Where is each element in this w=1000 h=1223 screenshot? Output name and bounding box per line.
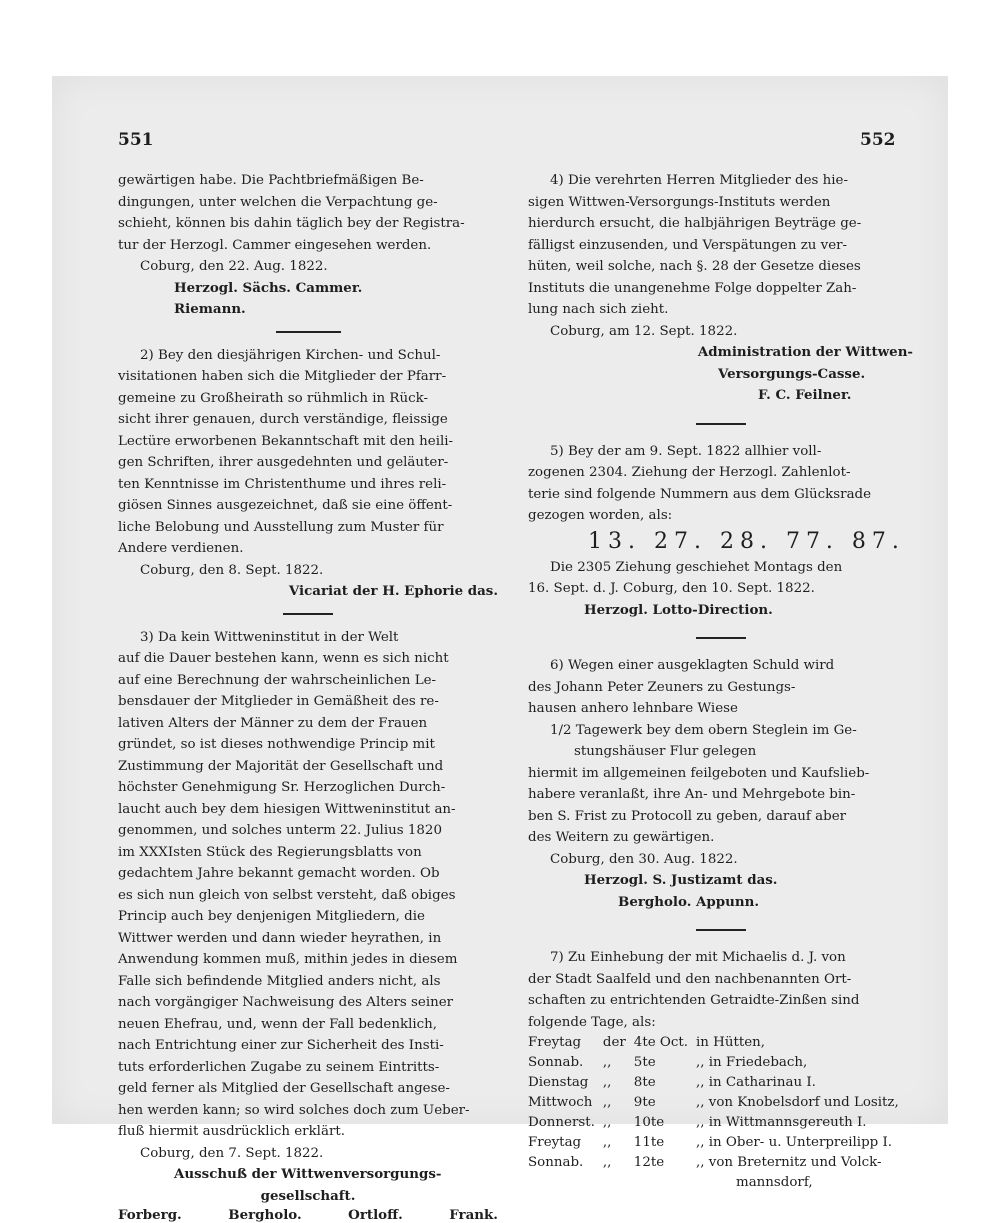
left-column [118,170,498,1223]
text-line: 6) Wegen einer ausgeklagten Schuld wird [528,655,913,677]
table-cell: mannsdorf, [696,1173,907,1193]
text-line: Lectüre erworbenen Bekanntschaft mit den heili- [118,431,498,453]
divider [696,637,746,639]
text-line: 16. Sept. d. J. Coburg, den 10. Sept. 1822. [528,578,913,600]
text-line: lung nach sich zieht. [528,299,913,321]
text-line: tur der Herzogl. Cammer eingesehen werden. [118,235,498,257]
text-line: des Johann Peter Zeuners zu Gestungs- [528,677,913,699]
text-line: schieht, können bis dahin täglich bey der Registra- [118,213,498,235]
table-cell: Sonnab. [528,1053,603,1073]
notice-2 [118,345,498,603]
table-cell: ,, von Breternitz und Volck- [696,1153,907,1173]
text-line: habere veranlaßt, ihre An- und Mehrgebote bin- [528,784,913,806]
text-line: nach Entrichtung einer zur Sicherheit des Insti- [118,1035,498,1057]
table-cell: 10te [634,1113,696,1133]
signature: Herzogl. Lotto-Direction. [528,600,913,622]
text-line: fälligst einzusenden, und Verspätungen zu ver- [528,235,913,257]
text-line: hiermit im allgemeinen feilgeboten und Kaufslieb- [528,763,913,785]
table-row [528,1133,907,1153]
table-row [528,1093,907,1113]
signature: gesellschaft. [118,1186,498,1208]
text-line: auf die Dauer bestehen kann, wenn es sich nicht [118,648,498,670]
text-line: 1/2 Tagewerk bey dem obern Steglein im Ge- [528,720,913,742]
signature: Herzogl. S. Justizamt das. [528,870,913,892]
text-line: gedachtem Jahre bekannt gemacht worden. Ob [118,863,498,885]
text-line: laucht auch bey dem hiesigen Wittweninstitut an- [118,799,498,821]
text-line: höchster Genehmigung Sr. Herzoglichen Durch- [118,777,498,799]
text-line: stungshäuser Flur gelegen [528,741,913,763]
dateline: Coburg, den 22. Aug. 1822. [118,256,498,278]
table-cell: 11te [634,1133,696,1153]
divider [696,929,746,931]
table-cell: 9te [634,1093,696,1113]
notice-5 [528,441,913,622]
text-line: genommen, und solches unterm 22. Julius 1820 [118,820,498,842]
text-line: des Weitern zu gewärtigen. [528,827,913,849]
page-number-left: 551 [118,130,154,150]
text-line: visitationen haben sich die Mitglieder der Pfarr- [118,366,498,388]
text-line: 7) Zu Einhebung der mit Michaelis d. J. von [528,947,913,969]
text-line: Instituts die unangenehme Folge doppelter Zah- [528,278,913,300]
table-cell: ,, [603,1053,634,1073]
text-line: Wittwer werden und dann wieder heyrathen, in [118,928,498,950]
table-cell: 4te Oct. [634,1033,696,1053]
signature: Herzogl. Sächs. Cammer. [118,278,498,300]
text-line: 5) Bey der am 9. Sept. 1822 allhier voll- [528,441,913,463]
table-cell: ,, von Knobelsdorf und Lositz, [696,1093,907,1113]
text-line: Falle sich befindende Mitglied anders nicht, als [118,971,498,993]
dateline: Coburg, am 12. Sept. 1822. [528,321,913,343]
divider [283,613,333,615]
table-cell: Donnerst. [528,1113,603,1133]
table-cell: Mittwoch [528,1093,603,1113]
text-line: zogenen 2304. Ziehung der Herzogl. Zahlenlot- [528,462,913,484]
text-line: terie sind folgende Nummern aus dem Glücksrade [528,484,913,506]
lottery-numbers: 13. 27. 28. 77. 87. [528,527,913,557]
table-cell: Freytag [528,1133,603,1153]
dateline: Coburg, den 8. Sept. 1822. [118,560,498,582]
text-line: 3) Da kein Wittweninstitut in der Welt [118,627,498,649]
text-line: ten Kenntnisse im Christenthume und ihres reli- [118,474,498,496]
text-line: Die 2305 Ziehung geschiehet Montags den [528,557,913,579]
text-line: sicht ihrer genauen, durch verständige, fleissige [118,409,498,431]
schedule-table [528,1033,907,1193]
table-cell [634,1173,696,1193]
dateline: Coburg, den 7. Sept. 1822. [118,1143,498,1165]
text-line: 2) Bey den diesjährigen Kirchen- und Schul- [118,345,498,367]
table-cell: in Hütten, [696,1033,907,1053]
table-row [528,1173,907,1193]
table-cell: Dienstag [528,1073,603,1093]
signatory-name: Frank. [449,1207,498,1223]
text-line: Zustimmung der Majorität der Gesellschaft und [118,756,498,778]
dateline: Coburg, den 30. Aug. 1822. [528,849,913,871]
signatories [118,1207,498,1223]
table-cell [528,1173,603,1193]
table-row [528,1053,907,1073]
text-line: hausen anhero lehnbare Wiese [528,698,913,720]
table-row [528,1033,907,1053]
text-line: dingungen, unter welchen die Verpachtung ge- [118,192,498,214]
table-cell: 5te [634,1053,696,1073]
table-cell: ,, in Catharinau I. [696,1073,907,1093]
notice-4 [528,170,913,407]
table-cell: ,, in Friedebach, [696,1053,907,1073]
text-line: ben S. Frist zu Protocoll zu geben, darauf aber [528,806,913,828]
text-line: geld ferner als Mitglied der Gesellschaft angese- [118,1078,498,1100]
text-line: gemeine zu Großheirath so rühmlich in Rück- [118,388,498,410]
divider [276,331,341,333]
text-line: gen Schriften, ihrer ausgedehnten und geläuter- [118,452,498,474]
table-cell: der [603,1033,634,1053]
divider [696,423,746,425]
text-line: lativen Alters der Männer zu dem der Frauen [118,713,498,735]
table-cell: Freytag [528,1033,603,1053]
text-line: Princip auch bey denjenigen Mitgliedern, die [118,906,498,928]
table-row [528,1073,907,1093]
signature: Versorgungs-Casse. [528,364,913,386]
text-line: tuts erforderlichen Zugabe zu seinem Eintritts- [118,1057,498,1079]
text-line: Andere verdienen. [118,538,498,560]
notice-6 [528,655,913,913]
table-cell: Sonnab. [528,1153,603,1173]
text-line: fluß hiermit ausdrücklich erklärt. [118,1121,498,1143]
signatory-name: Ortloff. [348,1207,403,1223]
text-line: gezogen worden, als: [528,505,913,527]
text-line: schaften zu entrichtenden Getraidte-Zinßen sind [528,990,913,1012]
table-cell: ,, [603,1113,634,1133]
table-cell: ,, in Wittmannsgereuth I. [696,1113,907,1133]
signature: Administration der Wittwen- [528,342,913,364]
text-line: 4) Die verehrten Herren Mitglieder des hie- [528,170,913,192]
table-cell: ,, [603,1153,634,1173]
signature: Vicariat der H. Ephorie das. [118,581,498,603]
text-line: bensdauer der Mitglieder in Gemäßheit des re- [118,691,498,713]
table-cell: ,, in Ober- u. Unterpreilipp I. [696,1133,907,1153]
text-line: im XXXIsten Stück des Regierungsblatts von [118,842,498,864]
signatory-name: Forberg. [118,1207,182,1223]
table-cell [603,1173,634,1193]
signature: Bergholo. Appunn. [528,892,913,914]
text-line: es sich nun gleich von selbst versteht, daß obiges [118,885,498,907]
text-line: giösen Sinnes ausgezeichnet, daß sie eine öffent- [118,495,498,517]
text-line: liche Belobung und Ausstellung zum Muster für [118,517,498,539]
signature: Ausschuß der Wittwenversorgungs- [118,1164,498,1186]
table-cell: ,, [603,1133,634,1153]
table-row [528,1153,907,1173]
page-number-right: 552 [860,130,896,150]
text-line: sigen Wittwen-Versorgungs-Instituts werden [528,192,913,214]
table-cell: ,, [603,1073,634,1093]
signature: F. C. Feilner. [528,385,913,407]
signatory-name: Bergholo. [228,1207,301,1223]
text-line: hen werden kann; so wird solches doch zum Ueber- [118,1100,498,1122]
text-line: gründet, so ist dieses nothwendige Princip mit [118,734,498,756]
text-line: auf eine Berechnung der wahrscheinlichen Le- [118,670,498,692]
notice-3 [118,627,498,1223]
text-line: der Stadt Saalfeld und den nachbenannten Ort- [528,969,913,991]
text-line: hierdurch ersucht, die halbjährigen Beyträge ge- [528,213,913,235]
right-column [528,170,913,1193]
table-cell: ,, [603,1093,634,1113]
text-line: hüten, weil solche, nach §. 28 der Gesetze dieses [528,256,913,278]
signature: Riemann. [118,299,498,321]
text-line: folgende Tage, als: [528,1012,913,1034]
text-line: Anwendung kommen muß, mithin jedes in diesem [118,949,498,971]
notice-1-continuation [118,170,498,321]
text-line: gewärtigen habe. Die Pachtbriefmäßigen Be- [118,170,498,192]
text-line: neuen Ehefrau, und, wenn der Fall bedenklich, [118,1014,498,1036]
table-cell: 12te [634,1153,696,1173]
notice-7 [528,947,913,1193]
table-row [528,1113,907,1133]
table-cell: 8te [634,1073,696,1093]
text-line: nach vorgängiger Nachweisung des Alters seiner [118,992,498,1014]
